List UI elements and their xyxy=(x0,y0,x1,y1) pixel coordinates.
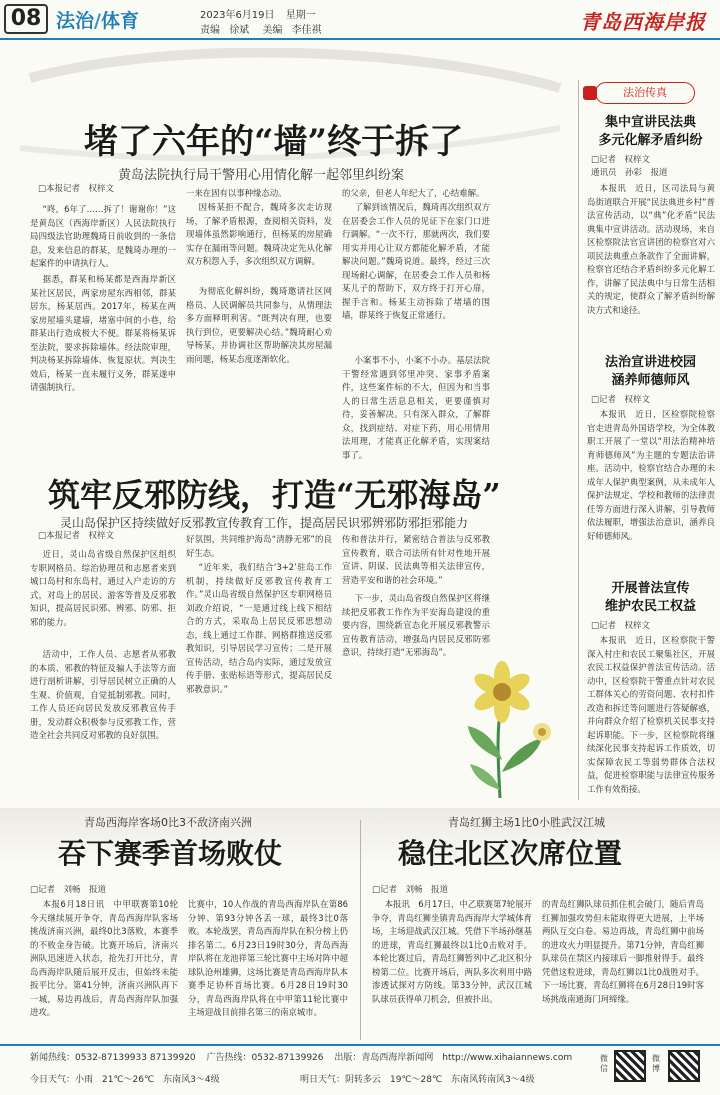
sports-title: 稳住北区次席位置 xyxy=(398,837,623,870)
editor-name: 徐斌 xyxy=(229,25,250,36)
article-byline: □本报记者 权梓文 xyxy=(38,531,115,541)
art-editor-role: 美编 xyxy=(262,25,283,36)
article-title: 堵了六年的“墙”终于拆了 xyxy=(84,122,464,162)
gavel-icon xyxy=(583,86,597,100)
sidebar-legal-news xyxy=(583,80,718,800)
sidebar-item1-byline: □记者 权梓文 通讯员 孙彩 报道 xyxy=(591,155,668,178)
article-col1-para2: 活动中，工作人员、志愿者从邪教的本质、邪教的特征及骗人手法等方面进行剖析讲解，引导居民树立正确的人生观、价值观，自觉抵制邪教。同时，工作人员还向居民发放反邪教宣传手册，发动群众积极参与反邪教工作，营造全社会共同反对邪教的良好氛围。 xyxy=(30,649,176,740)
article-col2-para2: “近年来，我们结合‘3+2’驻岛工作机制，持续做好反邪教宣传教育工作。”灵山岛省级自然保护区专职网格员刘政介绍说，“一是通过线上线下相结合的方式，采取岛上居民反邪思想动态，线上通过工作群、网格群推送反邪教知识，引导居民学习宣传；二是开展宣传活动，结合岛内实际，通过发放宣传手册、张贴标语等形式，提高居民反邪教意识。” xyxy=(186,562,332,694)
sidebar-tag xyxy=(595,82,695,104)
sports-col1: 本报讯 6月17日，中乙联赛第7轮展开争夺，青岛红狮坐镇青岛西海岸大学城体育场，主场迎战武汉江城。凭借下半场孙继基的进球，青岛红狮最终以1比0击败对手。本轮比赛过后，青岛红狮暂列中乙北区积分榜第二位。比赛开场后，两队多次利用中路渗透试探对方防线。第33分钟，武汉江城队球员获得单刀机会，但被扑出。 xyxy=(372,899,532,1004)
sports-kicker: 青岛红狮主场1比0小胜武汉江城 xyxy=(448,816,605,829)
article-col3-para1: 传和普法并行，紧密结合普法与反邪教宣传教育，联合司法所有针对性地开展宣讲、阴谋、民法典等相关法律宣传，营造平安和谐的社会环境。” xyxy=(342,534,490,585)
weather-tomorrow: 明日天气：阴转多云 19℃～28℃ 东南风转南风3～4级 xyxy=(300,1075,535,1085)
section-law: 法治 xyxy=(56,10,95,32)
article-col2-para1: 一来在固有以事种缘态动。 xyxy=(186,188,287,198)
article-col2-para2: 因杨某拒不配合，魏琦多次走访现场，了解矛盾根源，查阅相关资料，发现墙体虽然影响通行，但杨某的房屋确实存在漏雨等问题。魏琦决定先从化解双方积怨入手，多次组织双方调解。 xyxy=(186,202,332,266)
sidebar-item2-byline: □记者 权梓文 xyxy=(591,395,651,405)
sidebar-item3-byline: □记者 权梓文 xyxy=(591,621,651,631)
page-footer xyxy=(0,1044,720,1095)
wechat-qr-code[interactable] xyxy=(614,1050,646,1082)
sidebar-item3-body: 本报讯 近日，区检察院干警深入村庄和农民工聚集社区，开展农民工权益保护普法宣传活动。活动中，区检察院干警重点针对农民工群体关心的劳资问题、农村扣件改造和拆迁等问题进行答疑解惑，并向群众介绍了检察机关民事支持起诉职能。下一步，区检察院将继续深化民事支持起诉工作质效，切实保障农民工等弱势群体合法权益，促进检察职能与法律宣传服务工作有效衔接。 xyxy=(587,635,715,794)
sports-divider xyxy=(360,820,361,1040)
article-col1-para2: 据悉，群某和杨某都是西海岸新区某社区居民，两家房屋东西相邻，群某居东，杨某居西。2017年，杨某在两家房屋墙头建墙，堵塞中间的小巷，给群某出行造成极大不便。群某将杨某诉至法院，要求拆除墙体。经法院审理，判决杨某拆除墙体、恢复原状。判决生效后，杨某一直未履行义务，群某遂申请强制执行。 xyxy=(30,274,176,392)
section-label xyxy=(56,6,139,33)
page-header xyxy=(0,0,720,40)
article-subtitle: 黄岛法院执行局干警用心用情化解一起邻里纠纷案 xyxy=(118,168,405,183)
article-col1-para1: 近日，灵山岛省级自然保护区组织专职网格员、综治协理员和志愿者来到城口岛村和东岛村，通过入户走访的方式，对岛上的居民、游客等普及反邪教知识，提高居民识邪、辨邪、防邪、拒邪的能力。 xyxy=(30,549,176,627)
sidebar-tag-label: 法治传真 xyxy=(623,86,667,99)
date-line xyxy=(200,6,316,21)
sports-title: 吞下赛季首场败仗 xyxy=(58,837,283,870)
publisher-name: 青岛西海岸新闻网 xyxy=(361,1053,434,1063)
sports-byline: □记者 刘畅 报道 xyxy=(372,885,449,895)
sports-article-right xyxy=(362,808,720,1040)
art-editor-name: 李佳祺 xyxy=(291,25,322,36)
sidebar-item1-body: 本报讯 近日，区司法局与黄岛街道联合开展“民法典进乡村”普法宣传活动，以“典”化矛盾“民法典集中宣讲活动。活动现场，来自区检察院法官宣讲团的检察官对六项民法典重点条款作了全面讲解，检察官还结合矛盾纠纷多元化解工作，讲解了民法典中与日常生活相关的规定，使群众了解矛盾纠纷解决方式和途径。 xyxy=(587,183,715,315)
masthead-logo: 青岛西海岸报 xyxy=(580,10,706,34)
article-title: 筑牢反邪防线，打造“无邪海岛” xyxy=(48,476,501,514)
article-anti-cult xyxy=(0,470,575,530)
article-subtitle: 灵山岛保护区持续做好反邪教宣传教育工作，提高居民识邪辨邪防邪拒邪能力 xyxy=(60,516,469,530)
issue-weekday: 星期一 xyxy=(285,10,316,21)
sidebar-item2-body: 本报讯 近日，区检察院检察官走进青岛外国语学校，为全体教职工开展了一堂以“用法治精神培育师德师风”为主题的专题法治讲座。活动中，检察官结合办理的未成年人保护典型案例，从未成年人保护法规定、学校和教师的法律责任等方面进行深入讲解，引导教师依法履职，增强法治意识，涵养良好师德师风。 xyxy=(587,409,715,541)
news-hotline-label: 新闻热线： xyxy=(30,1053,76,1063)
hotline-line xyxy=(30,1050,572,1063)
weather-today: 今日天气：小雨 21℃～26℃ 东南风3～4级 xyxy=(30,1075,220,1085)
weibo-label: 微博 xyxy=(652,1054,660,1073)
sidebar-item1-title: 集中宣讲民法典 多元化解矛盾纠纷 xyxy=(598,115,703,148)
news-hotline: 0532-87139933 87139920 xyxy=(75,1053,196,1063)
article-col2-para3: 为彻底化解纠纷，魏琦邀请社区网格员、人民调解员共同参与，从情理法多方面释明利害。“既判决有理，也要执行到位，更要解决心结。”魏琦耐心劝导杨某，并协调社区帮助解决其房屋漏雨问题，杨某态度逐渐软化。 xyxy=(186,286,332,364)
sidebar-item3-title: 开展普法宣传 维护农民工权益 xyxy=(604,581,696,614)
page-number: 08 xyxy=(4,4,48,34)
article-col3-para3: 小案事不小，小案不小办。基层法院干警经常遇到邻里冲突、家事矛盾案件，这些案件标的不大，但因为和当事人的日常生活息息相关，更要谨慎对待，妥善解决。只有深入群众，了解群众，找到症结、对症下药，用心用情用法用理，才能真正化解矛盾，实现案结事了。 xyxy=(342,355,490,460)
sidebar-divider xyxy=(578,80,579,800)
editor-role: 责编 xyxy=(200,25,220,36)
article-col3-para1: 的父亲，但老人年纪大了，心结难解。 xyxy=(342,188,485,198)
article-col3-para2: 了解到该情况后，魏琦再次组织双方在居委会工作人员的见证下在家门口进行调解。“一次不行，那就两次，我们要用实并用心让双方都能化解矛盾，才能解决问题。”魏琦说道。最终，经过三次现场耐心调解，在居委会工作人员和杨某儿子的帮助下，双方终于打开心扉，握手言和。杨某主动拆除了堵墙的围墙，群某终于恢复正常通行。 xyxy=(342,202,490,320)
article-col2-para1: 好氛围，共同维护海岛“清静无邪”的良好生态。 xyxy=(186,534,332,558)
editor-line xyxy=(200,21,322,36)
sports-col1: 本报6月18日讯 中甲联赛第10轮今天继续展开争夺，青岛西海岸队客场挑战济南兴洲，最终0比3落败，本赛季的不败金身告破。比赛开场后，济南兴洲队迅速进入状态，抢先打开比分，青岛西海岸队随后展开反击，但始终未能扳平比分。第41分钟，济南兴洲队再下一城，易边再战后，青岛西海岸队加强进攻。 xyxy=(30,899,178,1017)
sports-byline: □记者 刘畅 报道 xyxy=(30,885,107,895)
website-link[interactable]: http://www.xihaiannews.com xyxy=(442,1053,573,1063)
sports-article-left xyxy=(0,808,360,1040)
section-separator: / xyxy=(94,10,101,32)
section-sports: 体育 xyxy=(100,10,139,32)
weibo-qr-code[interactable] xyxy=(668,1050,700,1082)
ad-hotline-label: 广告热线： xyxy=(206,1053,252,1063)
sidebar-item2-title: 法治宣讲进校园 涵养师德师风 xyxy=(604,355,696,388)
wechat-label: 微信 xyxy=(600,1054,608,1073)
issue-date: 2023年6月19日 xyxy=(200,10,275,21)
sports-kicker: 青岛西海岸客场0比3不敌济南兴洲 xyxy=(84,816,252,829)
sports-col2: 的青岛红狮队球员抓住机会破门，随后青岛红狮加强攻势但未能取得更大进展，上半场两队互交白卷。易边再战，青岛红狮中前场的进攻火力明显提升。第71分钟，青岛红狮队球员在禁区内接球后一脚推射得手。最终凭借这粒进球，青岛红狮以1比0战胜对手。下一场比赛，青岛红狮将在6月28日19时客场挑战南通海门珂缔缘。 xyxy=(542,899,704,1004)
article-col1-para1: “咚，6年了……拆了！谢谢你！”这是黄岛区（西海岸新区）人民法院执行局四级法官助理魏琦日前收到的一条信息，发来信息的群某，是魏琦办理的一起案件的申请执行人。 xyxy=(30,204,176,268)
ad-hotline: 0532-87139926 xyxy=(251,1053,324,1063)
article-byline: □本报记者 权梓文 xyxy=(38,184,115,194)
flower-illustration xyxy=(430,660,575,800)
sports-col2: 比赛中，10人作战的青岛西海岸队在第86分钟、第93分钟各丢一球，最终3比0落败。本轮战罢，青岛西海岸队在积分榜上仍排名第二。6月23日19时30分，青岛西海岸队将在龙池祥第三轮比赛中主场对阵中超球队沧州雄狮，这场比赛是青岛西海岸队本赛季足协杯首场比赛。6月28日19时30分，青岛西海岸队将在中甲第11轮比赛中主场迎战目前排名第三的南京城市。 xyxy=(188,899,348,1017)
publisher-label: 出版： xyxy=(334,1053,362,1063)
article-col3-para2: 下一步，灵山岛省级自然保护区将继续把反邪教工作作为平安海岛建设的重要内容，围绕新宣态化开展反邪教警示宣传教育活动，增强岛内居民反邪防邪意识，持续打造“无邪海岛”。 xyxy=(342,593,490,657)
